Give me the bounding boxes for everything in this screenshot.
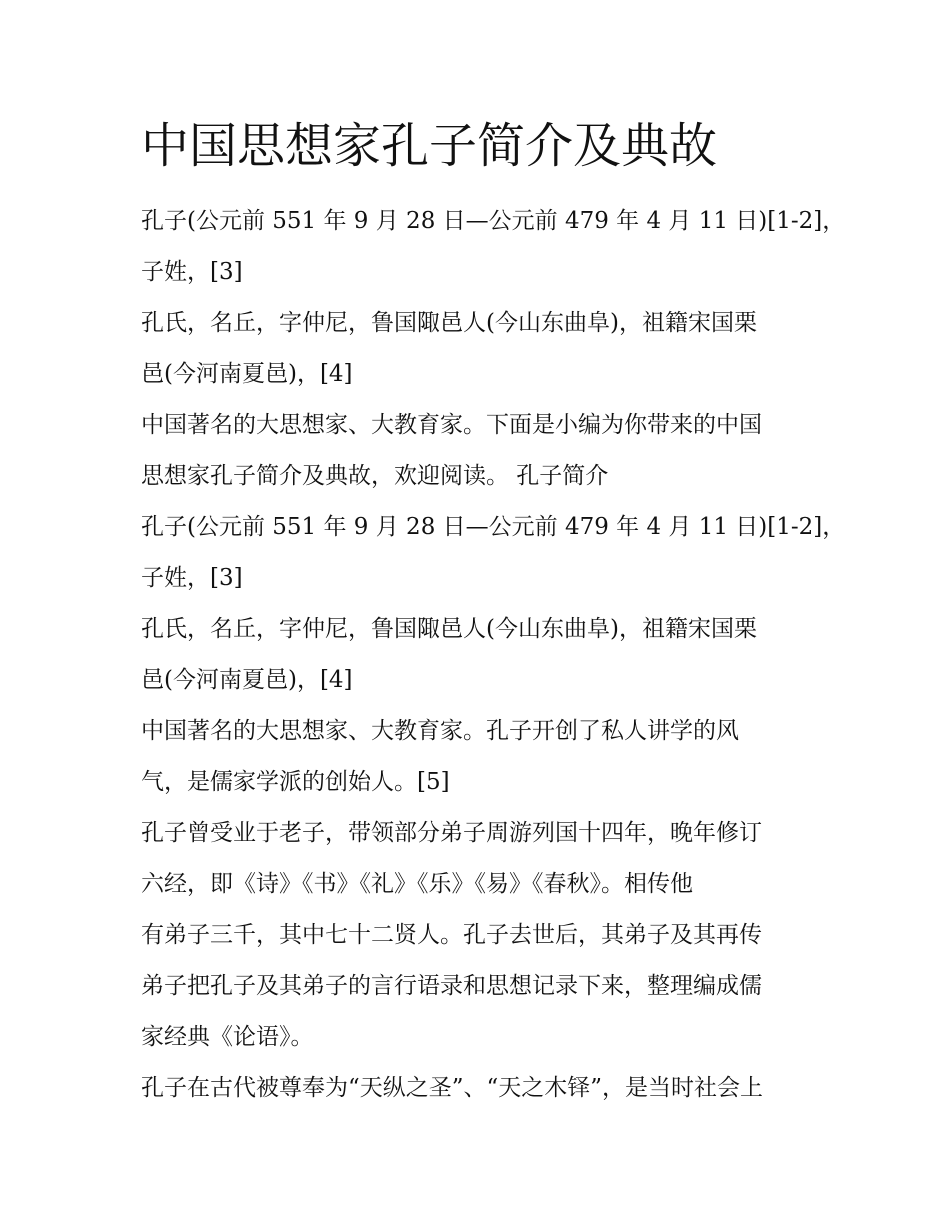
document-title: 中国思想家孔子简介及典故 (141, 118, 718, 174)
text-line: 家经典《论语》。 (141, 1024, 314, 1050)
text-line: 弟子把孔子及其弟子的言行语录和思想记录下来，整理编成儒 (141, 973, 762, 999)
text-line: 邑(今河南夏邑)，[4] (141, 361, 353, 387)
text-line: 中国著名的大思想家、大教育家。下面是小编为你带来的中国 (141, 412, 762, 438)
text-line: 有弟子三千，其中七十二贤人。孔子去世后，其弟子及其再传 (141, 922, 762, 948)
text-line: 子姓，[3] (141, 565, 243, 591)
text-line: 六经，即《诗》《书》《礼》《乐》《易》《春秋》。相传他 (141, 871, 693, 897)
text-line: 邑(今河南夏邑)，[4] (141, 667, 353, 693)
document-body (141, 196, 846, 1114)
text-line: 思想家孔子简介及典故，欢迎阅读。 孔子简介 (141, 463, 609, 489)
text-line: 中国著名的大思想家、大教育家。孔子开创了私人讲学的风 (141, 718, 739, 744)
text-line: 孔子(公元前 551 年 9 月 28 日—公元前 479 年 4 月 11 日)[1-2]， (141, 208, 846, 234)
text-line: 孔子在古代被尊奉为“天纵之圣”、“天之木铎”，是当时社会上 (141, 1075, 764, 1101)
text-line: 孔子(公元前 551 年 9 月 28 日—公元前 479 年 4 月 11 日)[1-2]， (141, 514, 846, 540)
text-line: 子姓，[3] (141, 259, 243, 285)
text-line: 孔子曾受业于老子，带领部分弟子周游列国十四年，晚年修订 (141, 820, 762, 846)
text-line: 气，是儒家学派的创始人。[5] (141, 769, 450, 795)
text-line: 孔氏，名丘，字仲尼，鲁国陬邑人(今山东曲阜)，祖籍宋国栗 (141, 616, 757, 642)
text-line: 孔氏，名丘，字仲尼，鲁国陬邑人(今山东曲阜)，祖籍宋国栗 (141, 310, 757, 336)
